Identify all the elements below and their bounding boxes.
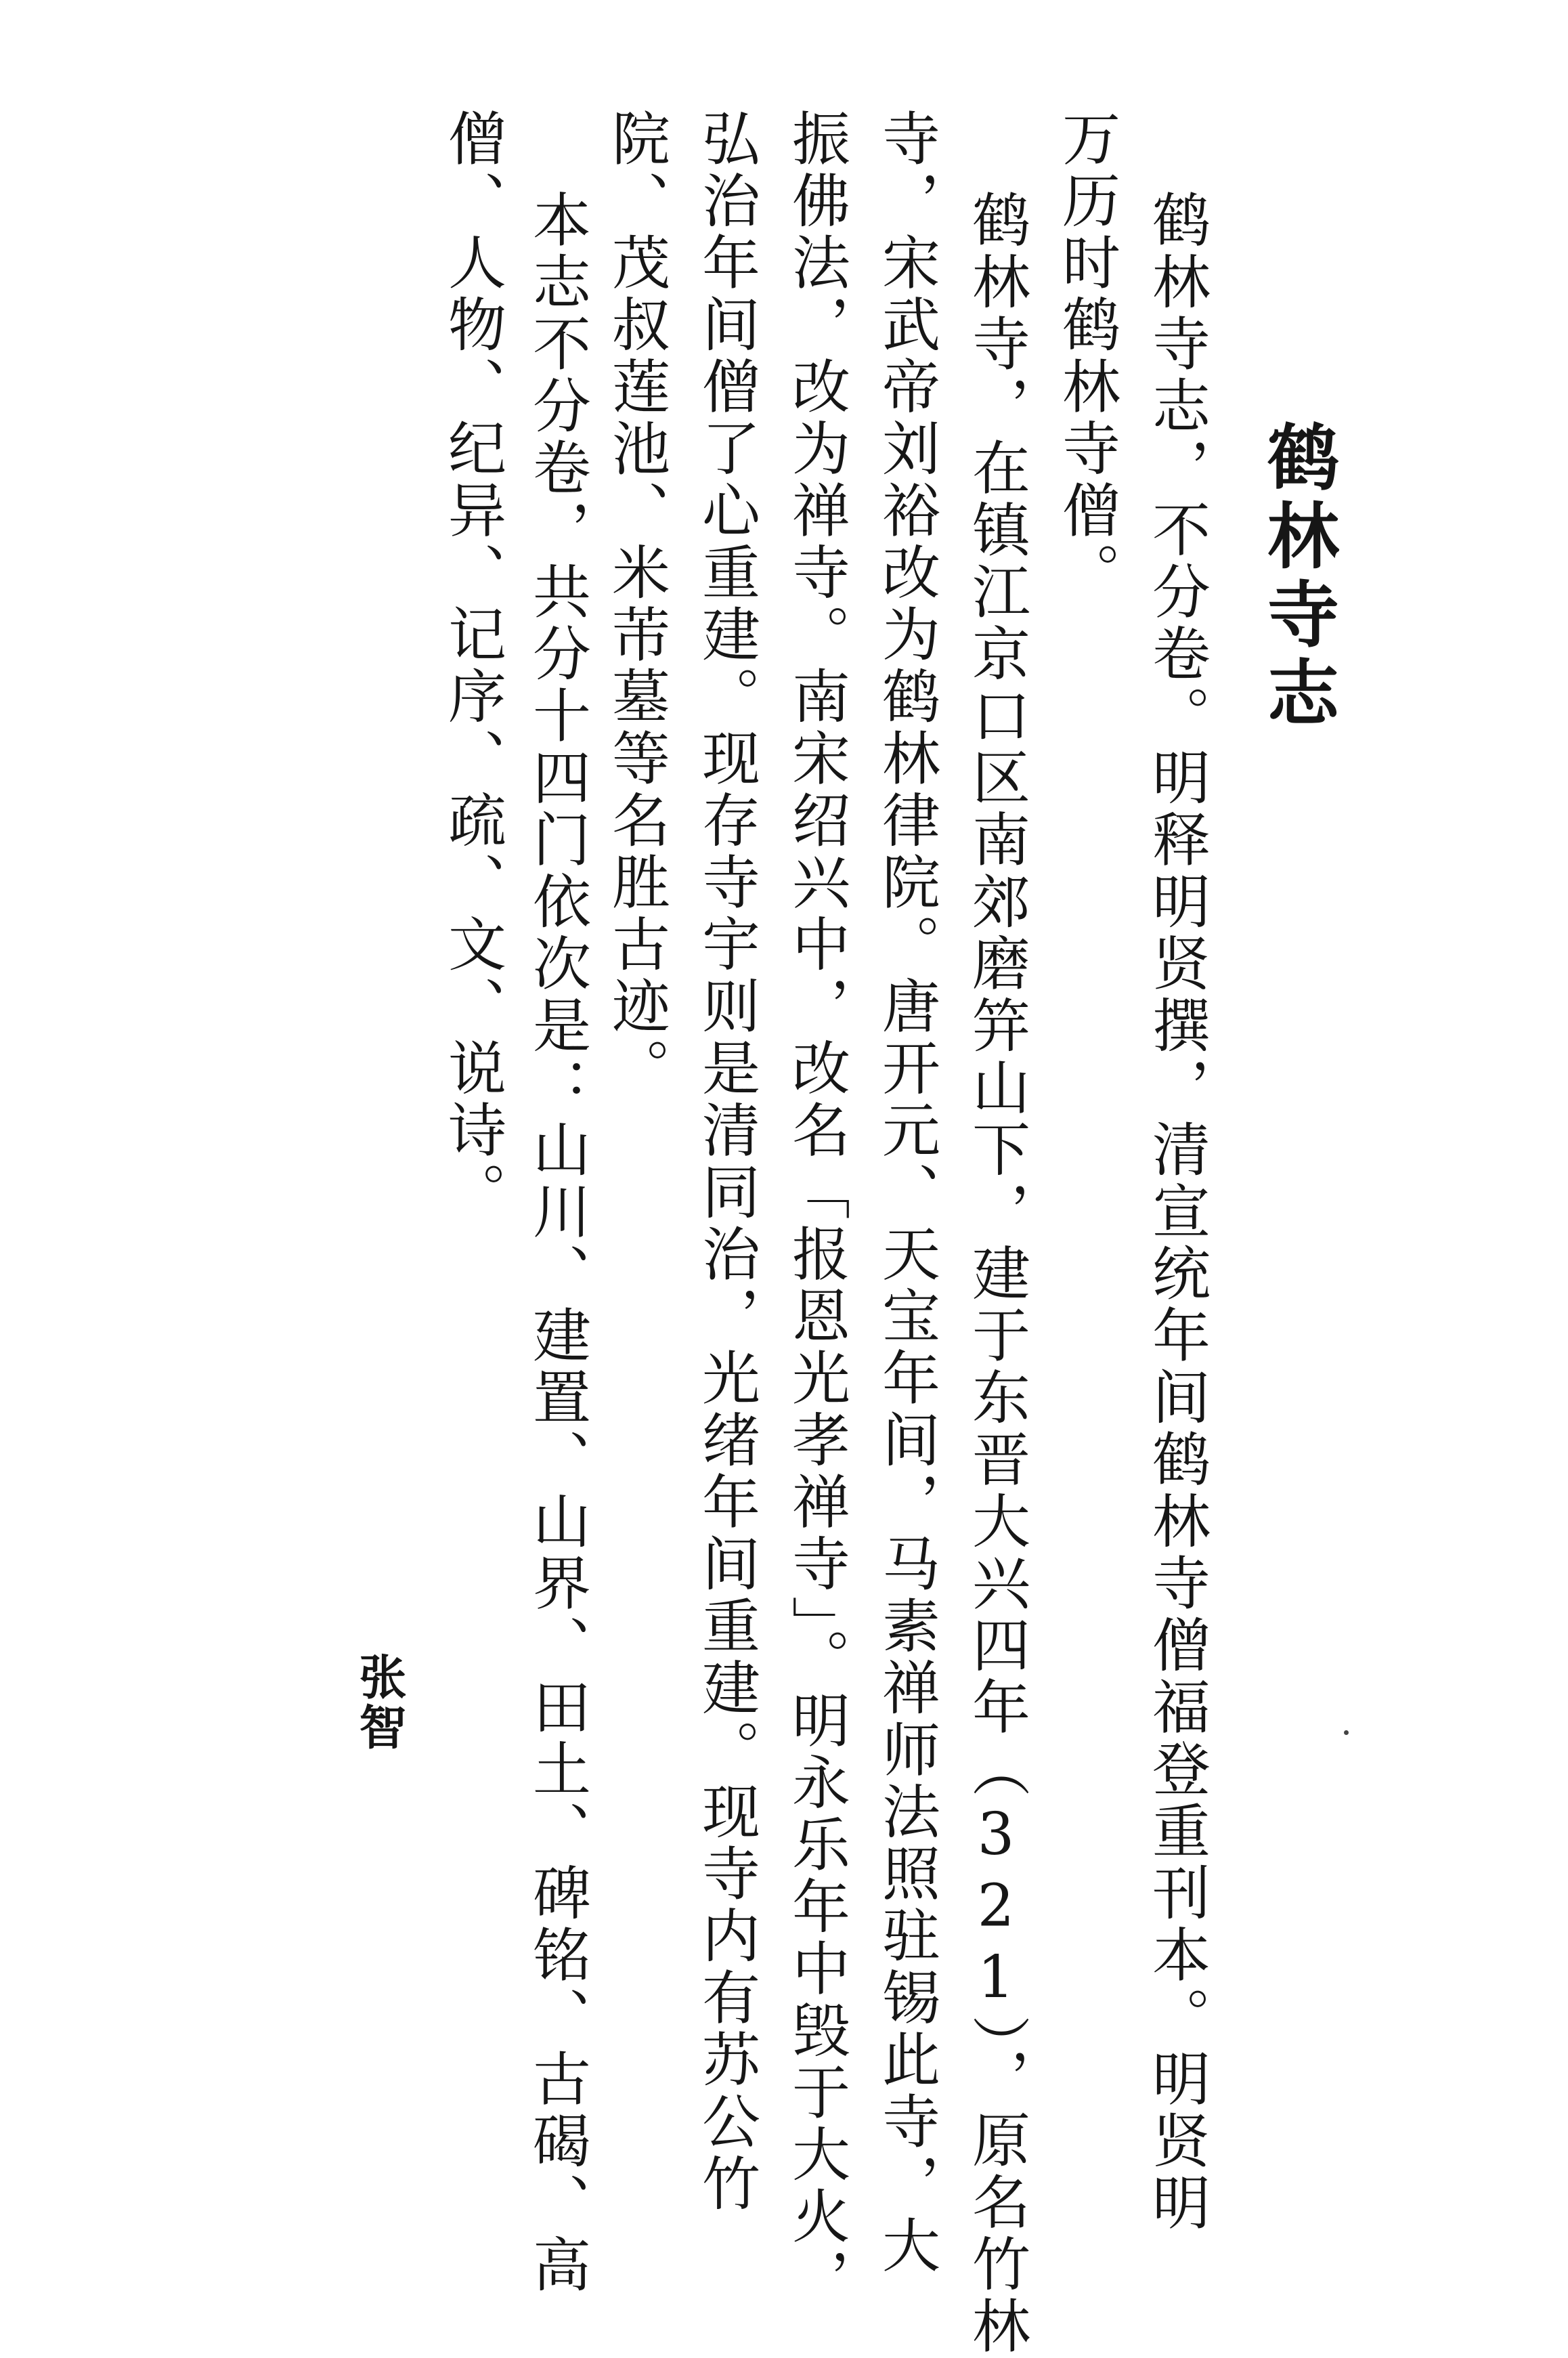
text-column-5: 振佛法，改为禅寺。南宋绍兴中，改名「报恩光孝禅寺」。明永乐年中毁于大火， [782,108,850,2310]
author-signature: 张智 [351,1652,408,1753]
text-column-3: 鹤林寺，在镇江京口区南郊磨笄山下，建于东晋大兴四年（321），原名竹林 [962,190,1030,2358]
print-speck [1344,1730,1349,1735]
document-title: 鹤林寺志 [1256,420,1341,734]
text-column-1: 鹤林寺志，不分卷。明释明贤撰，清宣统年间鹤林寺僧福登重刊本。明贤明 [1142,190,1210,2235]
text-column-4: 寺，宋武帝刘裕改为鹤林律院。唐开元、天宝年间，马素禅师法照驻锡此寺，大 [872,108,940,2277]
text-column-8: 本志不分卷，共分十四门依次是：山川、建置、山界、田土、碑铭、古碣、高 [523,190,590,2296]
text-column-6: 弘治年间僧了心重建。现存寺宇则是清同治，光绪年间重建。现寺内有苏公竹 [692,108,760,2215]
text-column-9: 僧、人物、纪异、记序、疏、文、说诗。 [438,108,506,1224]
text-column-7: 院、茂叔莲池、米芾墓等名胜古迹。 [602,108,670,1100]
text-column-2: 万历时鹤林寺僧。 [1052,108,1120,604]
